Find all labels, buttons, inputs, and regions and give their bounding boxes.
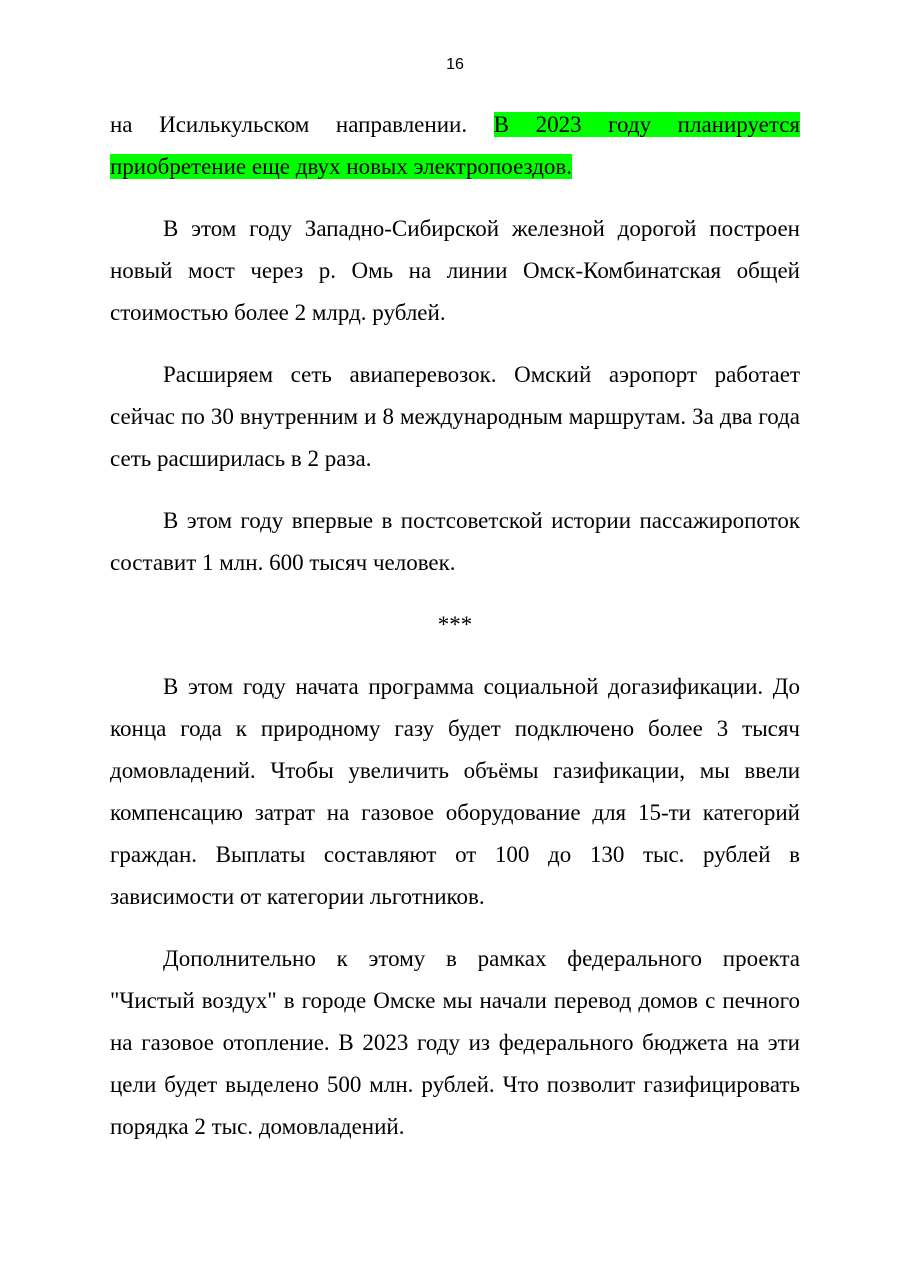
paragraph-airport: Расширяем сеть авиаперевозок. Омский аэропорт работает сейчас по 30 внутренним и 8 международным маршрутам. За два года сеть расширилась в 2 раза.: [110, 362, 800, 471]
paragraph-bridge: В этом году Западно-Сибирской железной дорогой построен новый мост через р. Омь на линии Омск-Комбинатская общей стоимостью более 2 млрд. рублей.: [110, 216, 800, 325]
paragraph-passenger-flow: В этом году впервые в постсоветской истории пассажиропоток составит 1 млн. 600 тысяч человек.: [110, 508, 800, 575]
paragraph-gasification: В этом году начата программа социальной догазификации. До конца года к природному газу будет подключено более 3 тысяч домовладений. Чтобы увеличить объёмы газификации, мы ввели компенсацию затрат на газовое оборудование для 15-ти категорий граждан. Выплаты составляют от 100 до 130 тыс. рублей в зависимости от категории льготников.: [110, 674, 800, 909]
document-body: [110, 104, 800, 1168]
section-separator: ***: [437, 612, 473, 637]
page-number: 16: [446, 56, 464, 73]
paragraph-clean-air: Дополнительно к этому в рамках федерального проекта "Чистый воздух" в городе Омске мы начали перевод домов с печного на газовое отопление. В 2023 году из федерального бюджета на эти цели будет выделено 500 млн. рублей. Что позволит газифицировать порядка 2 тыс. домовладений.: [110, 946, 800, 1139]
highlighted-text: В 2023 году планируется приобретение еще двух новых электропоездов.: [110, 112, 800, 179]
paragraph-text: на Исилькульском направлении.: [110, 112, 494, 137]
paragraph-train-continuation: [110, 104, 800, 188]
